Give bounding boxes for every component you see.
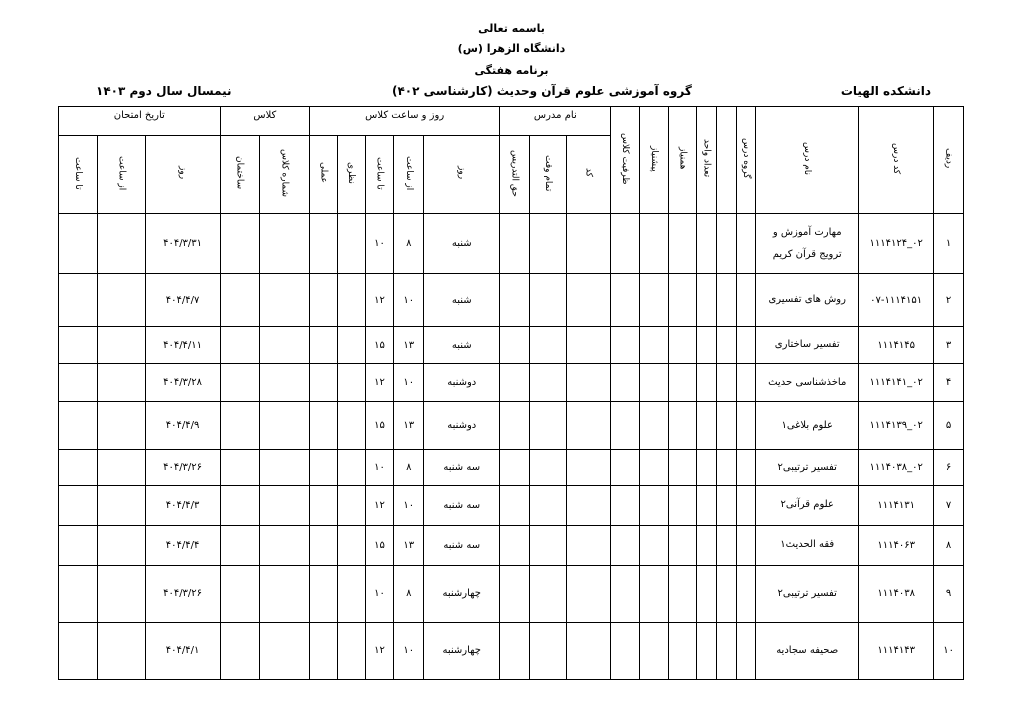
col-teacher-code-header: کد [567,136,611,214]
theory-cell [337,525,365,565]
from-cell: ۸ [394,565,424,622]
from-cell: ۱۳ [394,525,424,565]
class-no-cell [259,622,309,679]
building-cell [220,364,259,402]
capacity-cell [611,214,640,274]
exam-from-cell [98,622,145,679]
prereq-cell [640,327,669,364]
table-row [59,402,964,450]
row-number-cell: ۱۰ [934,622,964,679]
from-cell: ۱۰ [394,485,424,525]
capacity-cell [611,450,640,485]
group-name: گروه آموزشی علوم قرآن وحدیث (کارشناسی ۴۰۲) [392,84,692,98]
fulltime-cell [530,525,567,565]
course-code-cell: ۱۱۱۴۰۶۳ [859,525,934,565]
from-cell: ۸ [394,214,424,274]
practical-cell [310,274,338,327]
row-number-cell: ۴ [934,364,964,402]
blank-cell [717,622,737,679]
class-no-cell [259,274,309,327]
blank-cell [717,525,737,565]
fulltime-cell [530,402,567,450]
capacity-cell [611,525,640,565]
exam-date-cell: ۴۰۴/۳/۳۱ [145,214,220,274]
exam-from-cell [98,214,145,274]
exam-group-header: تاریخ امتحان [59,107,221,136]
prereq-cell [640,450,669,485]
table-row [59,525,964,565]
table-row [59,450,964,485]
course-code-cell: ۱۱۱۴۱۴۳ [859,622,934,679]
building-cell [220,450,259,485]
teacher-code-cell [567,327,611,364]
teacher-code-cell [567,274,611,327]
teacher-code-cell [567,565,611,622]
capacity-cell [611,327,640,364]
coreq-cell [668,565,696,622]
exam-to-cell [59,565,98,622]
units-cell [696,565,717,622]
time-group-header: روز و ساعت کلاس [310,107,500,136]
day-cell: دوشنبه [424,402,500,450]
page-title: برنامه هفتگی [474,64,549,77]
theory-cell [337,274,365,327]
row-number-cell: ۲ [934,274,964,327]
day-cell: شنبه [424,274,500,327]
table-row [59,327,964,364]
col-capacity-header: ظرفیت کلاس [611,107,640,214]
fee-cell [500,525,530,565]
course-name-cell: علوم بلاغی۱ [756,402,859,450]
course-name-cell: تفسیر ساختاری [756,327,859,364]
practical-cell [310,327,338,364]
exam-from-cell [98,402,145,450]
to-cell: ۱۲ [365,274,394,327]
exam-date-cell: ۴۰۴/۴/۷ [145,274,220,327]
schedule-table [58,106,964,680]
group-no-cell [736,622,756,679]
coreq-cell [668,364,696,402]
col-exam-to-header: تا ساعت [59,136,98,214]
blank-cell [717,327,737,364]
teacher-code-cell [567,214,611,274]
day-cell: شنبه [424,214,500,274]
course-code-cell: ۱۱۱۴۰۳۸ [859,565,934,622]
units-cell [696,622,717,679]
col-class-no-header: شماره کلاس [259,136,309,214]
course-code-cell: ۱۱۱۴۱۴۵ [859,327,934,364]
units-cell [696,525,717,565]
to-cell: ۱۲ [365,622,394,679]
class-no-cell [259,485,309,525]
table-row [59,274,964,327]
prereq-cell [640,565,669,622]
to-cell: ۱۰ [365,214,394,274]
col-exam-from-header: از ساعت [98,136,145,214]
theory-cell [337,327,365,364]
to-cell: ۱۰ [365,450,394,485]
blank-cell [717,214,737,274]
course-code-cell: ۰۲_۱۱۱۴۰۳۸ [859,450,934,485]
prereq-cell [640,622,669,679]
coreq-cell [668,402,696,450]
day-cell: سه شنبه [424,450,500,485]
faculty-name: دانشکده الهیات [840,84,931,98]
col-name-header: نام درس [756,107,859,214]
day-cell: شنبه [424,327,500,364]
col-building-header: ساختمان [220,136,259,214]
group-no-cell [736,565,756,622]
fee-cell [500,274,530,327]
day-cell: چهارشنبه [424,622,500,679]
building-cell [220,565,259,622]
exam-date-cell: ۴۰۴/۳/۲۸ [145,364,220,402]
capacity-cell [611,274,640,327]
prereq-cell [640,485,669,525]
from-cell: ۱۳ [394,402,424,450]
row-number-cell: ۷ [934,485,964,525]
coreq-cell [668,485,696,525]
blank-cell [717,450,737,485]
coreq-cell [668,327,696,364]
units-cell [696,450,717,485]
col-group-header: گروه درس [736,107,756,214]
exam-to-cell [59,402,98,450]
to-cell: ۱۲ [365,485,394,525]
teacher-code-cell [567,525,611,565]
course-name-cell: تفسیر ترتیبی۲ [756,450,859,485]
teacher-group-header: نام مدرس [500,107,611,136]
university-name: دانشگاه الزهرا (س) [457,42,566,55]
exam-date-cell: ۴۰۴/۴/۴ [145,525,220,565]
course-code-cell: ۰۲_۱۱۱۴۱۴۱ [859,364,934,402]
exam-date-cell: ۴۰۴/۳/۲۶ [145,565,220,622]
table-row [59,622,964,679]
exam-to-cell [59,622,98,679]
building-cell [220,402,259,450]
course-name-cell: صحیفه سجادیه [756,622,859,679]
teacher-code-cell [567,402,611,450]
exam-to-cell [59,525,98,565]
class-no-cell [259,364,309,402]
to-cell: ۱۵ [365,402,394,450]
building-cell [220,525,259,565]
teacher-code-cell [567,485,611,525]
coreq-cell [668,525,696,565]
day-cell: سه شنبه [424,525,500,565]
row-number-cell: ۶ [934,450,964,485]
group-no-cell [736,327,756,364]
exam-to-cell [59,364,98,402]
teacher-code-cell [567,622,611,679]
fulltime-cell [530,622,567,679]
building-cell [220,622,259,679]
class-no-cell [259,214,309,274]
blank-cell [717,364,737,402]
group-no-cell [736,364,756,402]
class-no-cell [259,525,309,565]
semester-label: نیمسال سال دوم ۱۴۰۳ [96,84,232,98]
exam-from-cell [98,274,145,327]
row-number-cell: ۹ [934,565,964,622]
building-cell [220,485,259,525]
fee-cell [500,450,530,485]
col-fulltime-header: تمام وقت [530,136,567,214]
course-name-cell: فقه الحدیث۱ [756,525,859,565]
practical-cell [310,622,338,679]
practical-cell [310,525,338,565]
col-coreq-header: همنیاز [668,107,696,214]
table-row [59,364,964,402]
coreq-cell [668,214,696,274]
table-row [59,214,964,274]
fulltime-cell [530,274,567,327]
fulltime-cell [530,364,567,402]
col-day-header: روز [424,136,500,214]
practical-cell [310,214,338,274]
class-group-header: کلاس [220,107,309,136]
exam-to-cell [59,450,98,485]
building-cell [220,214,259,274]
exam-from-cell [98,450,145,485]
coreq-cell [668,450,696,485]
to-cell: ۱۲ [365,364,394,402]
units-cell [696,274,717,327]
capacity-cell [611,485,640,525]
exam-date-cell: ۴۰۴/۴/۹ [145,402,220,450]
capacity-cell [611,364,640,402]
practical-cell [310,485,338,525]
class-no-cell [259,327,309,364]
theory-cell [337,485,365,525]
from-cell: ۱۰ [394,274,424,327]
coreq-cell [668,622,696,679]
exam-to-cell [59,485,98,525]
row-number-cell: ۵ [934,402,964,450]
theory-cell [337,402,365,450]
table-row [59,485,964,525]
col-exam-day-header: روز [145,136,220,214]
exam-date-cell: ۴۰۴/۳/۲۶ [145,450,220,485]
prereq-cell [640,525,669,565]
group-no-cell [736,525,756,565]
units-cell [696,364,717,402]
units-cell [696,402,717,450]
col-practical-header: عملی [310,136,338,214]
fee-cell [500,402,530,450]
theory-cell [337,214,365,274]
fulltime-cell [530,327,567,364]
class-no-cell [259,450,309,485]
exam-to-cell [59,274,98,327]
day-cell: دوشنبه [424,364,500,402]
from-cell: ۱۰ [394,364,424,402]
group-no-cell [736,214,756,274]
group-no-cell [736,485,756,525]
col-from-header: از ساعت [394,136,424,214]
theory-cell [337,622,365,679]
coreq-cell [668,274,696,327]
course-code-cell: ۰۷-۱۱۱۴۱۵۱ [859,274,934,327]
fee-cell [500,364,530,402]
units-cell [696,485,717,525]
col-theory-header: نظری [337,136,365,214]
blank-cell [717,485,737,525]
to-cell: ۱۵ [365,525,394,565]
col-fee-header: حق التدریس [500,136,530,214]
course-name-cell: ماخذشناسی حدیث [756,364,859,402]
theory-cell [337,364,365,402]
prereq-cell [640,364,669,402]
to-cell: ۱۵ [365,327,394,364]
fee-cell [500,327,530,364]
exam-from-cell [98,327,145,364]
table-row [59,565,964,622]
course-code-cell: ۱۱۱۴۱۳۱ [859,485,934,525]
col-row-header: ردیف [934,107,964,214]
fee-cell [500,214,530,274]
to-cell: ۱۰ [365,565,394,622]
building-cell [220,327,259,364]
fulltime-cell [530,565,567,622]
day-cell: چهارشنبه [424,565,500,622]
exam-to-cell [59,327,98,364]
row-number-cell: ۳ [934,327,964,364]
header-line-1: باسمه تعالی [478,22,545,35]
capacity-cell [611,402,640,450]
col-blank-header [717,107,737,214]
prereq-cell [640,402,669,450]
practical-cell [310,450,338,485]
day-cell: سه شنبه [424,485,500,525]
exam-date-cell: ۴۰۴/۴/۱۱ [145,327,220,364]
fulltime-cell [530,450,567,485]
fulltime-cell [530,214,567,274]
row-number-cell: ۸ [934,525,964,565]
course-code-cell: ۰۲_۱۱۱۴۱۲۴ [859,214,934,274]
capacity-cell [611,565,640,622]
units-cell [696,327,717,364]
course-name-cell: علوم قرآنی۲ [756,485,859,525]
capacity-cell [611,622,640,679]
fee-cell [500,622,530,679]
practical-cell [310,364,338,402]
blank-cell [717,274,737,327]
theory-cell [337,565,365,622]
exam-to-cell [59,214,98,274]
fulltime-cell [530,485,567,525]
practical-cell [310,565,338,622]
course-name-cell: تفسیر ترتیبی۲ [756,565,859,622]
from-cell: ۸ [394,450,424,485]
header-group-row [59,107,964,136]
from-cell: ۱۳ [394,327,424,364]
prereq-cell [640,214,669,274]
course-name-cell: مهارت آموزش و ترویج قرآن کریم [756,214,859,274]
group-no-cell [736,402,756,450]
fee-cell [500,485,530,525]
exam-date-cell: ۴۰۴/۴/۱ [145,622,220,679]
from-cell: ۱۰ [394,622,424,679]
col-code-header: کد درس [859,107,934,214]
course-name-cell: روش های تفسیری [756,274,859,327]
exam-from-cell [98,485,145,525]
blank-cell [717,402,737,450]
exam-date-cell: ۴۰۴/۴/۳ [145,485,220,525]
teacher-code-cell [567,364,611,402]
building-cell [220,274,259,327]
prereq-cell [640,274,669,327]
teacher-code-cell [567,450,611,485]
practical-cell [310,402,338,450]
blank-cell [717,565,737,622]
col-prereq-header: پیشنیاز [640,107,669,214]
row-number-cell: ۱ [934,214,964,274]
exam-from-cell [98,364,145,402]
course-code-cell: ۰۲_۱۱۱۴۱۳۹ [859,402,934,450]
theory-cell [337,450,365,485]
units-cell [696,214,717,274]
class-no-cell [259,402,309,450]
fee-cell [500,565,530,622]
exam-from-cell [98,525,145,565]
col-to-header: تا ساعت [365,136,394,214]
exam-from-cell [98,565,145,622]
group-no-cell [736,450,756,485]
class-no-cell [259,565,309,622]
col-units-header: تعداد واحد [696,107,717,214]
group-no-cell [736,274,756,327]
